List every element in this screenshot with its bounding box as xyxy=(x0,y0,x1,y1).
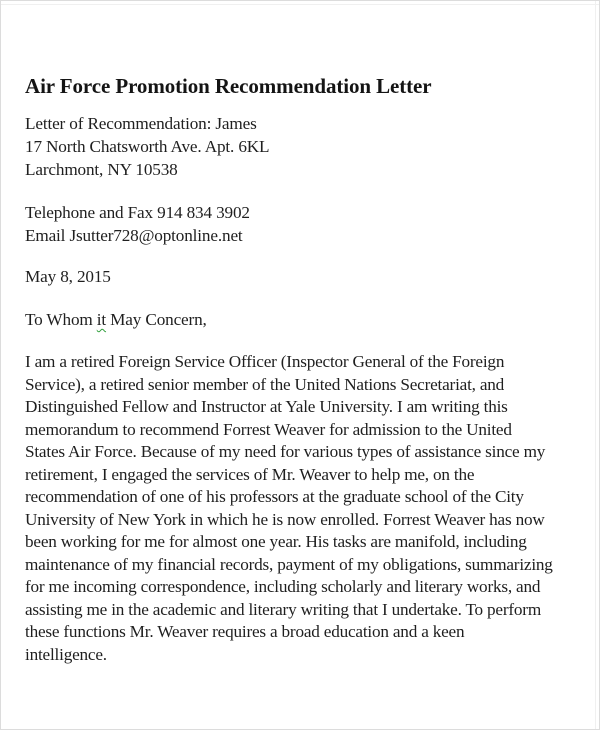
paragraph-line: been working for me for almost one year. His tasks are manifold, including xyxy=(25,532,527,551)
paragraph-line: assisting me in the academic and literary writing that I undertake. To perform xyxy=(25,599,541,619)
paragraph-line: University of New York in which he is now enrolled. Forrest Weaver has now xyxy=(25,509,545,529)
page-edge-top xyxy=(1,4,599,5)
phone-fax: Telephone and Fax 914 834 3902 xyxy=(25,203,250,222)
body-paragraph xyxy=(25,351,585,666)
paragraph-line: I am a retired Foreign Service Officer (Inspector General of the Foreign xyxy=(25,352,505,371)
paragraph-line: for me incoming correspondence, including scholarly and literary works, and xyxy=(25,577,541,596)
letter-date: May 8, 2015 xyxy=(25,267,111,286)
page-edge-right xyxy=(595,1,596,729)
recommendation-line: Letter of Recommendation: James xyxy=(25,114,257,133)
paragraph-line: recommendation of one of his professors at the graduate school of the City xyxy=(25,487,524,506)
paragraph-line: these functions Mr. Weaver requires a broad education and a keen xyxy=(25,622,465,641)
paragraph-line: States Air Force. Because of my need for various types of assistance since my xyxy=(25,442,546,461)
paragraph-line: memorandum to recommend Forrest Weaver for admission to the United xyxy=(25,419,512,439)
paragraph-line: intelligence. xyxy=(25,644,107,664)
street-address: 17 North Chatsworth Ave. Apt. 6KL xyxy=(25,137,270,156)
paragraph-line: Distinguished Fellow and Instructor at Yale University. I am writing this xyxy=(25,397,508,416)
paragraph-line: retirement, I engaged the services of Mr. Weaver to help me, on the xyxy=(25,464,475,484)
email-address: Email Jsutter728@optonline.net xyxy=(25,226,243,245)
paragraph-line: maintenance of my financial records, payment of my obligations, summarizing xyxy=(25,554,553,574)
contact-block xyxy=(25,201,585,247)
paragraph-line: Service), a retired senior member of the United Nations Secretariat, and xyxy=(25,374,505,394)
salutation-end: May Concern, xyxy=(106,310,207,329)
grammar-flagged-word: it xyxy=(96,310,107,329)
letter-body xyxy=(25,73,585,666)
salutation-start: To Whom xyxy=(25,310,97,329)
sender-address-block xyxy=(25,112,585,181)
salutation xyxy=(25,308,585,331)
city-state-zip: Larchmont, NY 10538 xyxy=(25,160,178,179)
letter-title: Air Force Promotion Recommendation Letter xyxy=(25,74,432,98)
